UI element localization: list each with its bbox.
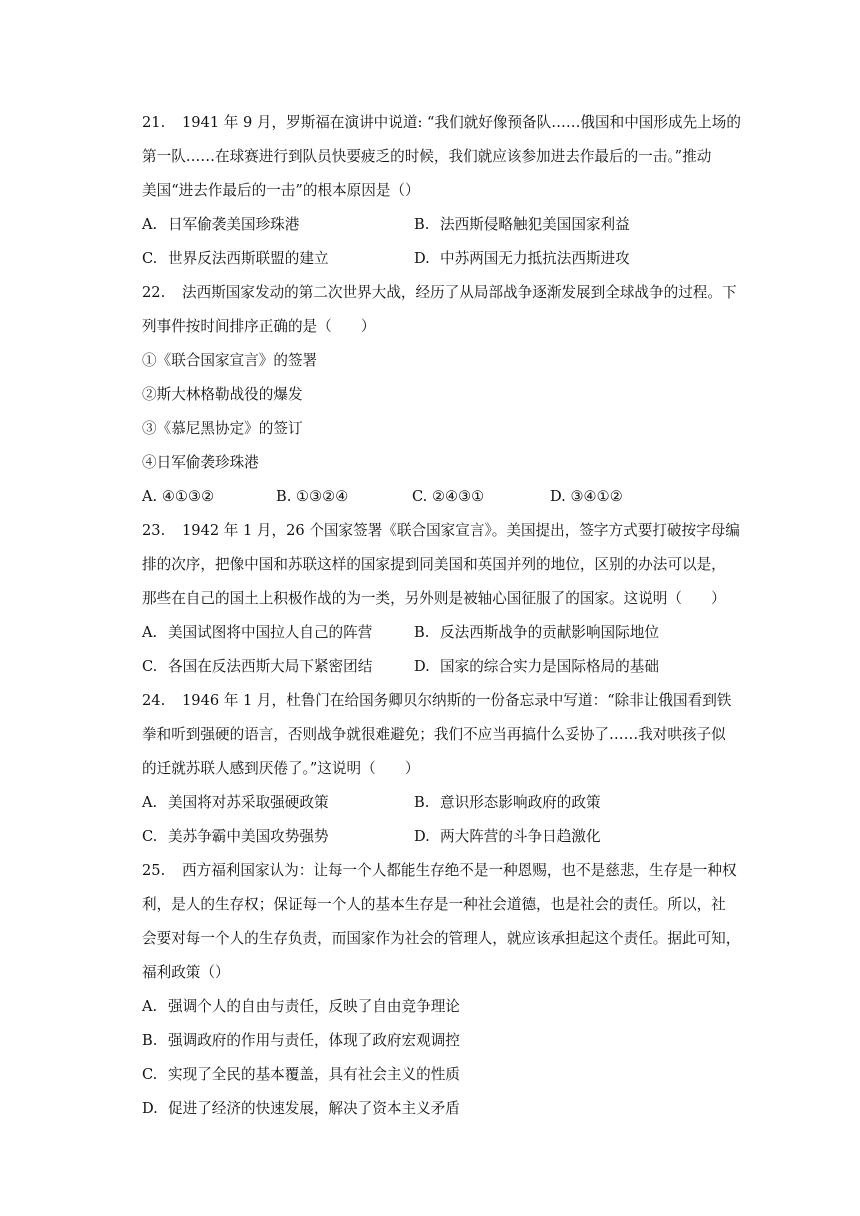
option-d[interactable]: D. 国家的综合实力是国际格局的基础 bbox=[414, 658, 659, 675]
option-a[interactable]: A. 日军偷袭美国珍珠港 bbox=[142, 216, 300, 233]
event-item: ④日军偷袭珍珠港 bbox=[142, 454, 259, 471]
question-stem-line: 23. 1942 年 1 月，26 个国家签署《联合国家宣言》。美国提出，签字方式要打破按字母编 bbox=[142, 514, 750, 548]
option-d[interactable]: D. 促进了经济的快速发展，解决了资本主义矛盾 bbox=[142, 1100, 460, 1117]
option-a[interactable]: A. 美国试图将中国拉人自己的阵营 bbox=[142, 624, 373, 641]
question-stem-line: 排的次序，把像中国和苏联这样的国家提到同美国和英国并列的地位，区别的办法可以是， bbox=[142, 556, 726, 573]
option-b[interactable]: B. ①③②④ bbox=[276, 488, 349, 505]
option-b[interactable]: B. 反法西斯战争的贡献影响国际地位 bbox=[414, 624, 659, 641]
option-b[interactable]: B. 意识形态影响政府的政策 bbox=[414, 794, 601, 811]
option-a[interactable]: A. 美国将对苏采取强硬政策 bbox=[142, 794, 329, 811]
option-c[interactable]: C. 实现了全民的基本覆盖，具有社会主义的性质 bbox=[142, 1066, 460, 1083]
option-row bbox=[142, 242, 750, 276]
option-b[interactable]: B. 强调政府的作用与责任，体现了政府宏观调控 bbox=[142, 1032, 460, 1049]
option-c[interactable]: C. 世界反法西斯联盟的建立 bbox=[142, 250, 329, 267]
option-c[interactable]: C. 各国在反法西斯大局下紧密团结 bbox=[142, 658, 373, 675]
question-stem-line: 25. 西方福利国家认为：让每一个人都能生存绝不是一种恩赐，也不是慈悲，生存是一种权 bbox=[142, 854, 750, 888]
question-stem-line: 拳和听到强硬的语言，否则战争就很难避免；我们不应当再搞什么妥协了……我对哄孩子似 bbox=[142, 726, 726, 743]
question-25 bbox=[142, 854, 750, 1126]
question-number: 22. bbox=[142, 284, 166, 301]
option-b[interactable]: B. 法西斯侵略触犯美国国家利益 bbox=[414, 216, 630, 233]
event-item: ③《慕尼黑协定》的签订 bbox=[142, 420, 303, 437]
question-21 bbox=[142, 106, 750, 276]
option-row bbox=[142, 616, 750, 650]
question-22 bbox=[142, 276, 750, 514]
question-stem-line: 会要对每一个人的生存负责，而国家作为社会的管理人，就应该承担起这个责任。据此可知， bbox=[142, 930, 741, 947]
option-c[interactable]: C. 美苏争霸中美国攻势强势 bbox=[142, 828, 329, 845]
option-d[interactable]: D. 两大阵营的斗争日趋激化 bbox=[414, 828, 601, 845]
question-24 bbox=[142, 684, 750, 854]
question-stem-line: 那些在自己的国土上积极作战的为一类，另外则是被轴心国征服了的国家。这说明（ ） bbox=[142, 590, 726, 607]
option-row bbox=[142, 650, 750, 684]
question-stem-line: 22. 法西斯国家发动的第二次世界大战，经历了从局部战争逐渐发展到全球战争的过程。下 bbox=[142, 276, 750, 310]
question-stem-line: 美国“进去作最后的一击”的根本原因是（） bbox=[142, 182, 420, 199]
question-number: 21. bbox=[142, 114, 166, 131]
option-d[interactable]: D. ③④①② bbox=[550, 488, 623, 505]
option-a[interactable]: A. 强调个人的自由与责任，反映了自由竞争理论 bbox=[142, 998, 460, 1015]
question-23 bbox=[142, 514, 750, 684]
option-d[interactable]: D. 中苏两国无力抵抗法西斯进攻 bbox=[414, 250, 630, 267]
question-stem-line: 第一队……在球赛进行到队员快要疲乏的时候，我们就应该参加进去作最后的一击。”推动 bbox=[142, 148, 712, 165]
option-c[interactable]: C. ②④③① bbox=[412, 488, 485, 505]
option-row bbox=[142, 480, 750, 514]
question-stem-line: 24. 1946 年 1 月，杜鲁门在给国务卿贝尔纳斯的一份备忘录中写道：“除非让俄国看到铁 bbox=[142, 684, 750, 718]
question-number: 23. bbox=[142, 522, 166, 539]
option-a[interactable]: A. ④①③② bbox=[142, 488, 215, 505]
option-row bbox=[142, 786, 750, 820]
event-item: ②斯大林格勒战役的爆发 bbox=[142, 386, 303, 403]
question-stem-line: 利，是人的生存权；保证每一个人的基本生存是一种社会道德，也是社会的责任。所以，社 bbox=[142, 896, 726, 913]
question-stem-line: 21. 1941 年 9 月，罗斯福在演讲中说道: “我们就好像预备队……俄国和中国形成先上场的 bbox=[142, 106, 750, 140]
question-stem-line: 的迁就苏联人感到厌倦了。”这说明（ ） bbox=[142, 760, 420, 777]
event-item: ①《联合国家宣言》的签署 bbox=[142, 352, 318, 369]
question-stem-line: 福利政策（） bbox=[142, 964, 230, 981]
question-stem-line: 列事件按时间排序正确的是（ ） bbox=[142, 318, 376, 335]
option-row bbox=[142, 208, 750, 242]
question-number: 25. bbox=[142, 862, 166, 879]
option-row bbox=[142, 820, 750, 854]
question-number: 24. bbox=[142, 692, 166, 709]
